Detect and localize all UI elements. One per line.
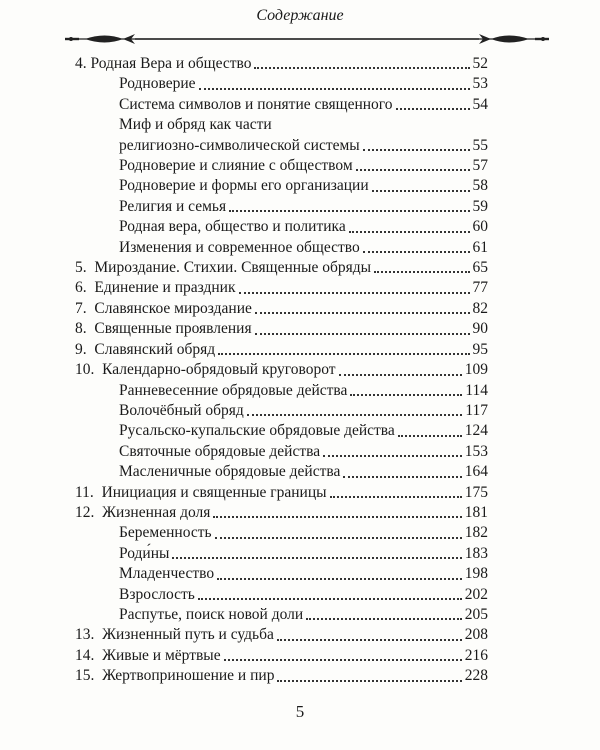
toc-entry [75, 340, 488, 360]
toc-entry-page: 164 [464, 463, 488, 481]
dot-leader [213, 515, 461, 518]
toc-entry [75, 115, 488, 156]
toc-entry-title: Религия и семья [119, 197, 227, 215]
dot-leader [277, 679, 461, 682]
toc-entry [75, 381, 488, 401]
toc-entry-title: Родноверие [119, 75, 196, 93]
dot-leader [198, 597, 462, 600]
dot-leader [215, 536, 462, 539]
toc-entry [75, 74, 488, 94]
toc-entry [75, 95, 488, 115]
toc-entry [75, 503, 488, 523]
toc-entry [75, 442, 488, 462]
toc-entry [75, 483, 488, 503]
toc-entry-title: Живые и мёртвые [102, 646, 221, 664]
toc-entry-page: 52 [472, 55, 488, 72]
toc-entry-number: 11. [75, 483, 102, 501]
table-of-contents [75, 54, 488, 687]
toc-entry-title: Священные проявления [94, 320, 252, 338]
toc-entry-title: Младенчество [119, 565, 215, 583]
dot-leader [247, 413, 463, 416]
dot-leader [255, 311, 470, 314]
dot-leader [277, 638, 462, 641]
toc-entry-title: Роди́ны [119, 544, 170, 562]
toc-entry-number: 15. [75, 667, 103, 685]
dot-leader [363, 148, 470, 151]
toc-entry-title: Родноверие и формы его организации [119, 177, 369, 195]
toc-entry [75, 319, 488, 339]
toc-entry [75, 299, 488, 319]
toc-entry-page: 182 [464, 524, 488, 542]
toc-entry-page: 54 [472, 95, 488, 113]
toc-entry-page: 58 [472, 177, 488, 195]
toc-entry-page: 65 [472, 259, 488, 277]
dot-leader [218, 352, 469, 355]
toc-entry-page: 114 [465, 381, 488, 399]
dot-leader [350, 393, 462, 396]
toc-entry-title: Распутье, поиск новой доли [119, 605, 304, 623]
toc-entry-title: Жизненная доля [102, 503, 211, 521]
toc-entry-title: Инициация и священные границы [101, 483, 327, 501]
toc-entry [75, 421, 488, 441]
toc-entry [75, 238, 488, 258]
toc-entry-page: 59 [472, 197, 488, 215]
dot-leader [239, 291, 470, 294]
toc-entry [75, 197, 488, 217]
dot-leader [339, 373, 462, 376]
toc-entry-title: Славянский обряд [94, 340, 216, 358]
toc-entry-title: религиозно-символической системы [119, 136, 360, 154]
toc-entry-title: Жертвоприношение и пир [102, 667, 275, 685]
dot-leader [363, 250, 470, 253]
toc-entry [75, 564, 488, 584]
toc-entry-page: 181 [464, 503, 488, 521]
toc-entry-title: Славянское мироздание [94, 299, 252, 317]
toc-entry-page: 55 [472, 136, 488, 154]
toc-entry-page: 205 [464, 605, 488, 623]
dot-leader [374, 270, 469, 273]
toc-entry-title: Волочёбный обряд [119, 401, 244, 419]
dot-leader [255, 332, 470, 335]
dot-leader [396, 107, 470, 110]
toc-entry [75, 544, 488, 564]
toc-entry-page: 95 [472, 340, 488, 358]
dot-leader [199, 87, 470, 90]
toc-entry-title: Изменения и современное общество [119, 238, 360, 256]
toc-entry [75, 646, 488, 666]
toc-entry [75, 217, 488, 237]
toc-entry-page: 208 [464, 626, 488, 644]
toc-entry-page: 109 [464, 361, 488, 379]
toc-entry-number: 5. [75, 259, 95, 277]
toc-entry [75, 625, 488, 645]
dot-leader [356, 168, 470, 171]
toc-entry-title: Единение и праздник [94, 279, 236, 297]
dot-leader [306, 617, 462, 620]
page-number: 5 [295, 702, 305, 721]
toc-entry-page: 90 [472, 320, 488, 338]
toc-entry-title-line1: Миф и обряд как части [119, 116, 272, 134]
toc-entry-title: Ранневесенние обрядовые действа [119, 381, 348, 399]
toc-entry [75, 278, 488, 298]
dot-leader [217, 577, 462, 580]
toc-entry-number: 7. [75, 299, 95, 317]
toc-entry-page: 153 [464, 442, 488, 460]
toc-entry-title: Взрослость [119, 585, 195, 603]
toc-entry-page: 198 [464, 565, 488, 583]
toc-entry-title: Русальско-купальские обрядовые действа [119, 422, 395, 440]
toc-entry-title: Календарно-обрядовый круговорот [102, 361, 336, 379]
dot-leader [398, 434, 462, 437]
toc-entry-title: Мироздание. Стихии. Священные обряды [94, 259, 372, 277]
toc-entry-number: 6. [75, 279, 95, 297]
toc-entry-page: 202 [464, 585, 488, 603]
toc-entry-page: 216 [464, 646, 488, 664]
toc-entry [75, 401, 488, 421]
toc-entry-title: Система символов и понятие священного [119, 95, 393, 113]
toc-entry-page: 82 [472, 299, 488, 317]
toc-entry-number: 8. [75, 320, 95, 338]
toc-entry-page: 53 [472, 75, 488, 93]
toc-entry-title: Масленичные обрядовые действа [119, 463, 341, 481]
toc-entry-title: Родная вера, общество и политика [119, 218, 346, 236]
toc-entry [75, 156, 488, 176]
toc-entry-title: Жизненный путь и судьба [102, 626, 274, 644]
toc-entry [75, 523, 488, 543]
dot-leader [372, 189, 470, 192]
dot-leader [172, 556, 461, 559]
dot-leader [229, 209, 469, 212]
toc-entry-page: 60 [472, 218, 488, 236]
toc-entry-page: 61 [472, 238, 488, 256]
toc-entry-page: 175 [464, 483, 488, 501]
toc-entry-title: Родноверие и слияние с обществом [119, 157, 353, 175]
toc-entry-page: 124 [464, 422, 488, 440]
toc-entry [75, 360, 488, 380]
toc-entry-page: 183 [464, 544, 488, 562]
toc-entry [75, 605, 488, 625]
toc-entry-page: 228 [464, 667, 488, 685]
toc-entry [75, 462, 488, 482]
toc-entry-page: 57 [472, 157, 488, 175]
dot-leader [349, 230, 470, 233]
toc-entry-title: Святочные обрядовые действа [119, 442, 321, 460]
toc-entry-number: 10. [75, 361, 103, 379]
toc-entry [75, 666, 488, 686]
toc-entry-number: 9. [75, 340, 95, 358]
dot-leader [224, 658, 462, 661]
toc-entry [75, 176, 488, 196]
toc-entry-number: 13. [75, 626, 103, 644]
dot-leader [343, 475, 461, 478]
toc-entry [75, 585, 488, 605]
dot-leader [254, 66, 469, 69]
toc-entry-title: Родная Вера и общество [90, 55, 252, 72]
toc-entry-number: 4. [75, 55, 91, 72]
toc-entry-number: 12. [75, 503, 103, 521]
toc-entry-title: Беременность [119, 524, 212, 542]
toc-entry [75, 258, 488, 278]
toc-entry-page: 117 [465, 401, 488, 419]
header-ornament [65, 28, 549, 50]
dot-leader [330, 495, 462, 498]
toc-entry-number: 14. [75, 646, 103, 664]
toc-entry [75, 54, 488, 74]
dot-leader [323, 454, 462, 457]
page-header-title: Содержание [256, 7, 344, 24]
toc-entry-page: 77 [472, 279, 488, 297]
